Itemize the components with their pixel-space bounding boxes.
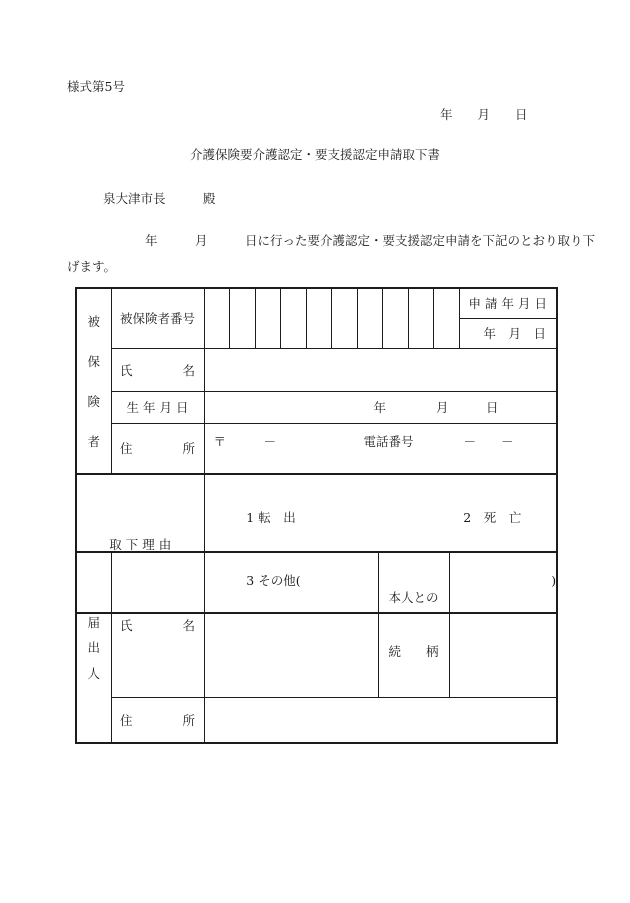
notifier-address-input-cell[interactable]: [204, 698, 557, 743]
notifier-name-input-cell[interactable]: [204, 552, 378, 698]
insured-number-digit-box[interactable]: [281, 288, 307, 348]
addressee-line: 泉大津市長 殿: [103, 191, 216, 206]
insured-number-digit-box[interactable]: [204, 288, 230, 348]
application-date-value-cell[interactable]: 年 月 日: [459, 318, 557, 348]
birth-date-label: 生 年 月 日: [111, 391, 204, 423]
birth-date-value-cell[interactable]: 年 月 日: [204, 391, 557, 423]
insured-address-label: 住 所: [111, 423, 204, 474]
notifier-table: [75, 551, 558, 744]
insured-number-digit-box[interactable]: [408, 288, 434, 348]
notifier-name-label: 氏 名: [111, 552, 204, 698]
relation-label: [378, 552, 449, 698]
reason-option-2[interactable]: 2 死 亡: [463, 510, 522, 525]
notifier-address-label: 住 所: [111, 698, 204, 743]
insured-number-digit-box[interactable]: [255, 288, 281, 348]
insured-address-input-cell[interactable]: 〒 － 電話番号 － －: [204, 423, 557, 474]
notifier-side-label: [76, 552, 111, 743]
notifier-side-label-text: 届 出 人: [87, 615, 100, 681]
reason-line-1: [215, 486, 557, 549]
insured-number-digit-box[interactable]: [306, 288, 332, 348]
reason-close-paren: ): [551, 573, 557, 588]
insured-name-input-cell[interactable]: [204, 348, 557, 391]
insured-number-label: 被保険者番号: [111, 288, 204, 348]
relation-input-cell[interactable]: [449, 552, 557, 698]
insured-side-label-text: 被 保 険 者: [87, 314, 100, 449]
reason-option-1[interactable]: 1 転 出: [246, 510, 296, 525]
relation-label-line-1: 本人との: [388, 590, 439, 605]
page-title: 介護保険要介護認定・要支援認定申請取下書: [189, 147, 440, 162]
insured-number-digit-box[interactable]: [383, 288, 409, 348]
relation-label-line-2: 続 柄: [388, 644, 439, 659]
application-date-label: 申 請 年 月 日: [459, 288, 557, 318]
form-number: 様式第5号: [67, 79, 125, 94]
reason-option-3[interactable]: 3 その他(: [246, 573, 301, 588]
body-line-1: 年 月 日に行った要介護認定・要支援認定申請を下記のとおり取り下: [145, 233, 596, 248]
insured-name-label: 氏 名: [111, 348, 204, 391]
header-date-line: 年 月 日: [440, 107, 528, 122]
withdrawal-reason-label: 取 下 理 由: [76, 474, 204, 613]
insured-side-label: [76, 288, 111, 474]
insured-number-digit-box[interactable]: [230, 288, 256, 348]
insured-number-digit-box[interactable]: [357, 288, 383, 348]
insured-number-digit-box[interactable]: [332, 288, 358, 348]
insured-number-digit-box[interactable]: [434, 288, 460, 348]
body-line-2: げます。: [67, 259, 117, 274]
